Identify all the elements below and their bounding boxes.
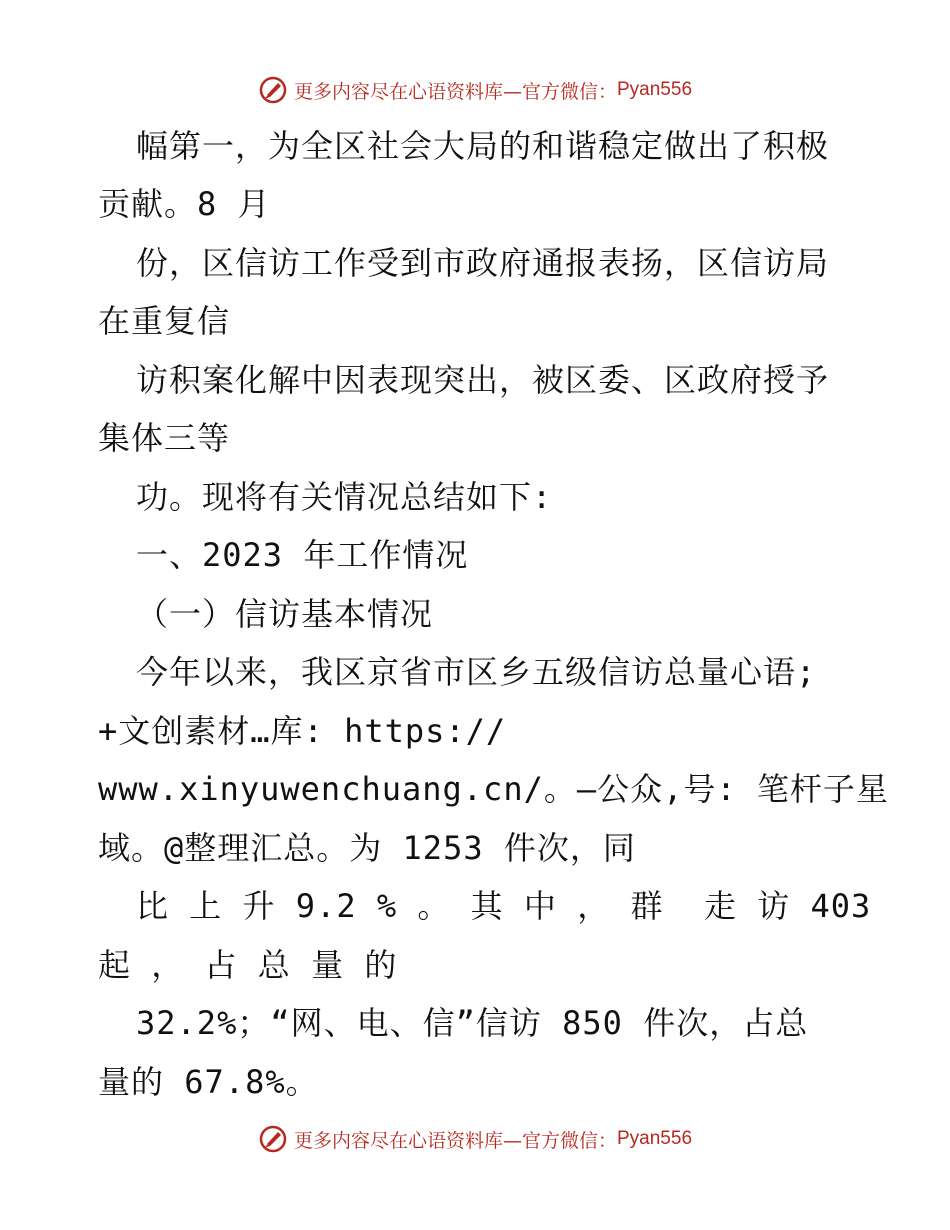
body-line: 贡献。8 月 [98,185,271,223]
body-line: 在重复信 [98,302,231,340]
body-line: 份，区信访工作受到市政府通报表扬，区信访局 [136,244,830,282]
body-line: 集体三等 [98,419,231,457]
body-line: 访积案化解中因表现突出，被区委、区政府授予 [136,361,830,399]
body-line: 今年以来，我区京省市区乡五级信访总量心语; [136,653,817,691]
body-line: 量的 67.8%。 [98,1063,319,1101]
body-line: +文创素材…库: https:// [98,712,507,750]
section-heading: 一、2023 年工作情况 [136,536,469,574]
body-line: 32.2%；“网、电、信”信访 850 件次，占总 [136,1004,809,1042]
footer-banner-text: 更多内容尽在心语资料库—官方微信： [293,1129,617,1152]
body-line: 比 上 升 9.2 % 。 其 中 ， 群 走 访 403 [136,887,872,925]
body-line: 功。现将有关情况总结如下: [136,478,553,516]
header-banner-wechat-id: Pyan556 [617,79,693,100]
subsection-heading: （一）信访基本情况 [136,595,434,633]
library-logo-icon [258,1124,288,1154]
body-line: 幅第一，为全区社会大局的和谐稳定做出了积极 [136,127,830,165]
body-line: 域。@整理汇总。为 1253 件次，同 [98,829,636,867]
footer-watermark-banner [0,1121,950,1157]
header-banner-text: 更多内容尽在心语资料库—官方微信： [293,80,617,103]
body-line: www.xinyuwenchuang.cn/。—公众,号: 笔杆子星 [98,770,889,808]
library-logo-icon [258,75,288,105]
footer-banner-wechat-id: Pyan556 [617,1128,693,1149]
body-line: 起 ， 占 总 量 的 [98,946,398,984]
header-watermark-banner [0,72,950,108]
